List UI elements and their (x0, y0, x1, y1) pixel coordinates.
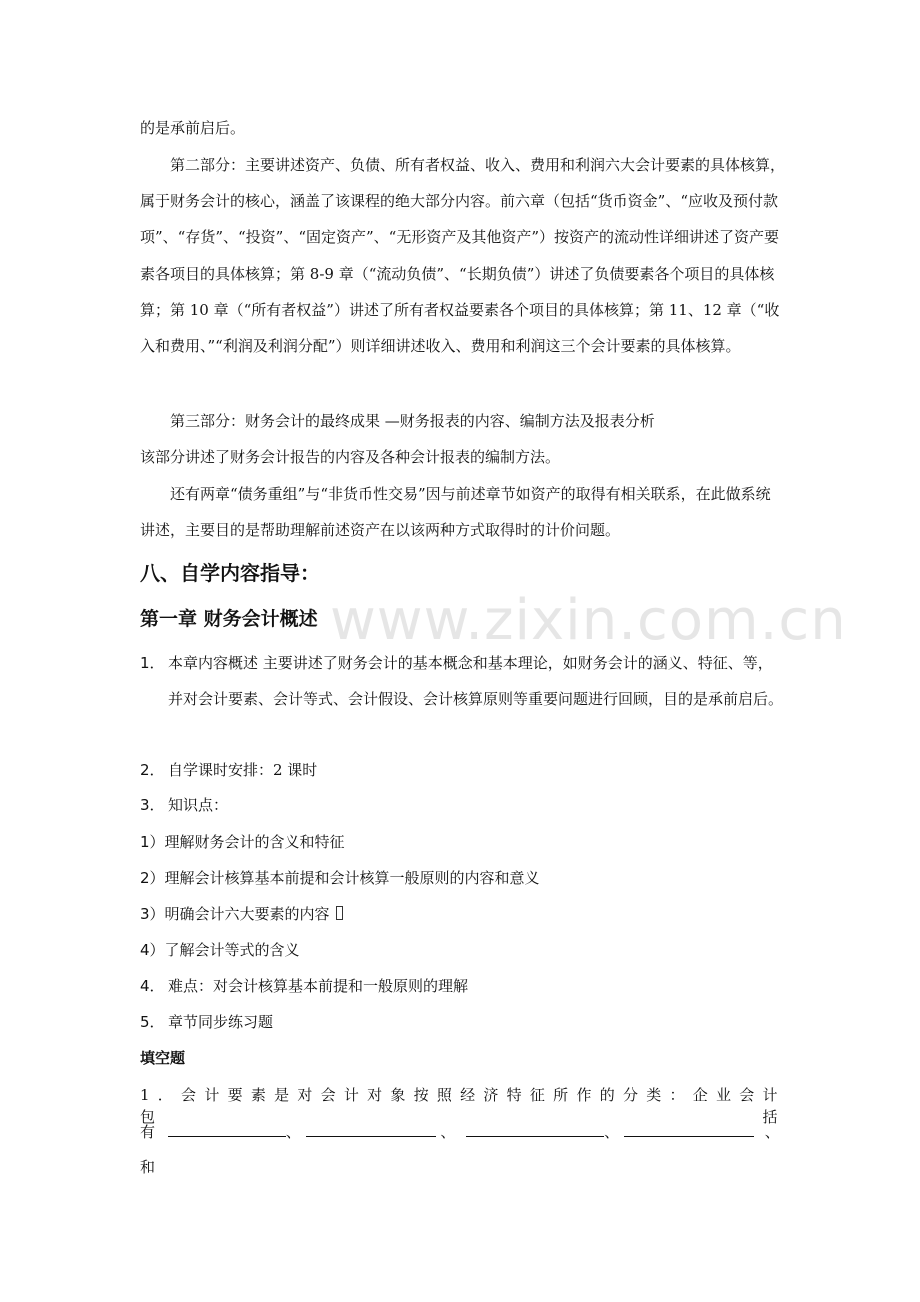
knowledge-point-number: 4） (140, 941, 165, 959)
question-1-blanks (140, 1121, 780, 1143)
list-item-difficulty (140, 968, 785, 1004)
knowledge-point-text: 理解会计核算基本前提和会计核算一般原则的内容和意义 (164, 869, 540, 887)
knowledge-point (140, 939, 300, 961)
list-item-number: 4． (140, 977, 165, 995)
knowledge-point (140, 867, 540, 889)
knowledge-point (140, 903, 343, 925)
blank-separator: 、 (604, 1123, 620, 1141)
list-item-exercises (140, 1004, 785, 1040)
knowledge-point-text: 理解财务会计的含义和特征 (164, 833, 345, 851)
answer-blank[interactable] (306, 1122, 436, 1137)
watermark: www.zixin.com.cn (330, 588, 847, 653)
question-1-text: 1．会计要素是对会计对象按照经济特征所作的分类：企业会计包括 (140, 1086, 785, 1126)
list-item-number: 1． (140, 654, 165, 672)
list-item-number: 2． (140, 761, 165, 779)
knowledge-point-number: 1） (140, 833, 165, 851)
list-item-hours (140, 752, 785, 788)
list-item-text: 本章内容概述 主要讲述了财务会计的基本概念和基本理论，如财务会计的涵义、特征、等，并对会计要素、会计等式、会计假设、会计核算原则等重要问题进行回顾，目的是承前启后。 (168, 654, 784, 709)
answer-blank[interactable] (624, 1122, 754, 1137)
knowledge-point-text: 明确会计六大要素的内容 (164, 905, 335, 923)
paragraph-part-two: 第二部分：主要讲述资产、负债、所有者权益、收入、费用和利润六大会计要素的具体核算，属于财务会计的核心，涵盖了该课程的绝大部分内容。前六章（包括“货币资金”、“应收及预付款项”、“存货”、“投资”、“固定资产”、“无形资产及其他资产”）按资产的流动性详细讲述了资产要素各项目的具体核算；第 8-9 章（“流动负债”、“长期负债”）讲述了负债要素各个项目的具体核算；第 10 章（“所有者权益”）讲述了所有者权益要素各个项目的具体核算；第 11、12 章（“收入和费用、”“利润及利润分配”）则详细讲述收入、费用和利润这三个会计要素的具体核算。 (140, 156, 786, 356)
question-1-prefix: 有 (140, 1123, 156, 1141)
list-item-knowledge (140, 787, 785, 823)
blank-separator: 、 (759, 1123, 780, 1141)
chapter-heading: 第一章 财务会计概述 (140, 608, 318, 630)
question-1-last: 和 (140, 1158, 156, 1176)
list-item-overview (140, 645, 785, 717)
knowledge-point (140, 831, 345, 853)
paragraph-continuation: 的是承前启后。 (140, 119, 246, 137)
paragraph-other-chapters: 还有两章“债务重组”与“非货币性交易”因与前述章节如资产的取得有相关联系，在此做系统讲述，主要目的是帮助理解前述资产在以该两种方式取得时的计价问题。 (140, 485, 771, 540)
knowledge-point-text: 了解会计等式的含义 (164, 941, 300, 959)
paragraph-part-three: 第三部分：财务会计的最终成果 —财务报表的内容、编制方法及报表分析 (170, 412, 655, 430)
knowledge-point-number: 2） (140, 869, 165, 887)
list-item-text: 难点：对会计核算基本前提和一般原则的理解 (168, 977, 469, 995)
missing-glyph-icon (336, 906, 343, 920)
section-heading: 八、自学内容指导： (140, 561, 320, 585)
exercise-heading: 填空题 (140, 1049, 186, 1067)
knowledge-point-number: 3） (140, 905, 165, 923)
blank-separator: 、 (435, 1123, 456, 1141)
list-item-text: 知识点： (168, 796, 229, 814)
answer-blank[interactable] (168, 1122, 286, 1137)
paragraph-part-three-desc: 该部分讲述了财务会计报告的内容及各种会计报表的编制方法。 (140, 448, 561, 466)
list-item-number: 5． (140, 1013, 165, 1031)
list-item-text: 章节同步练习题 (168, 1013, 274, 1031)
list-item-text: 自学课时安排：2 课时 (168, 761, 318, 779)
answer-blank[interactable] (466, 1122, 604, 1137)
list-item-number: 3． (140, 796, 165, 814)
blank-separator: 、 (285, 1123, 301, 1141)
